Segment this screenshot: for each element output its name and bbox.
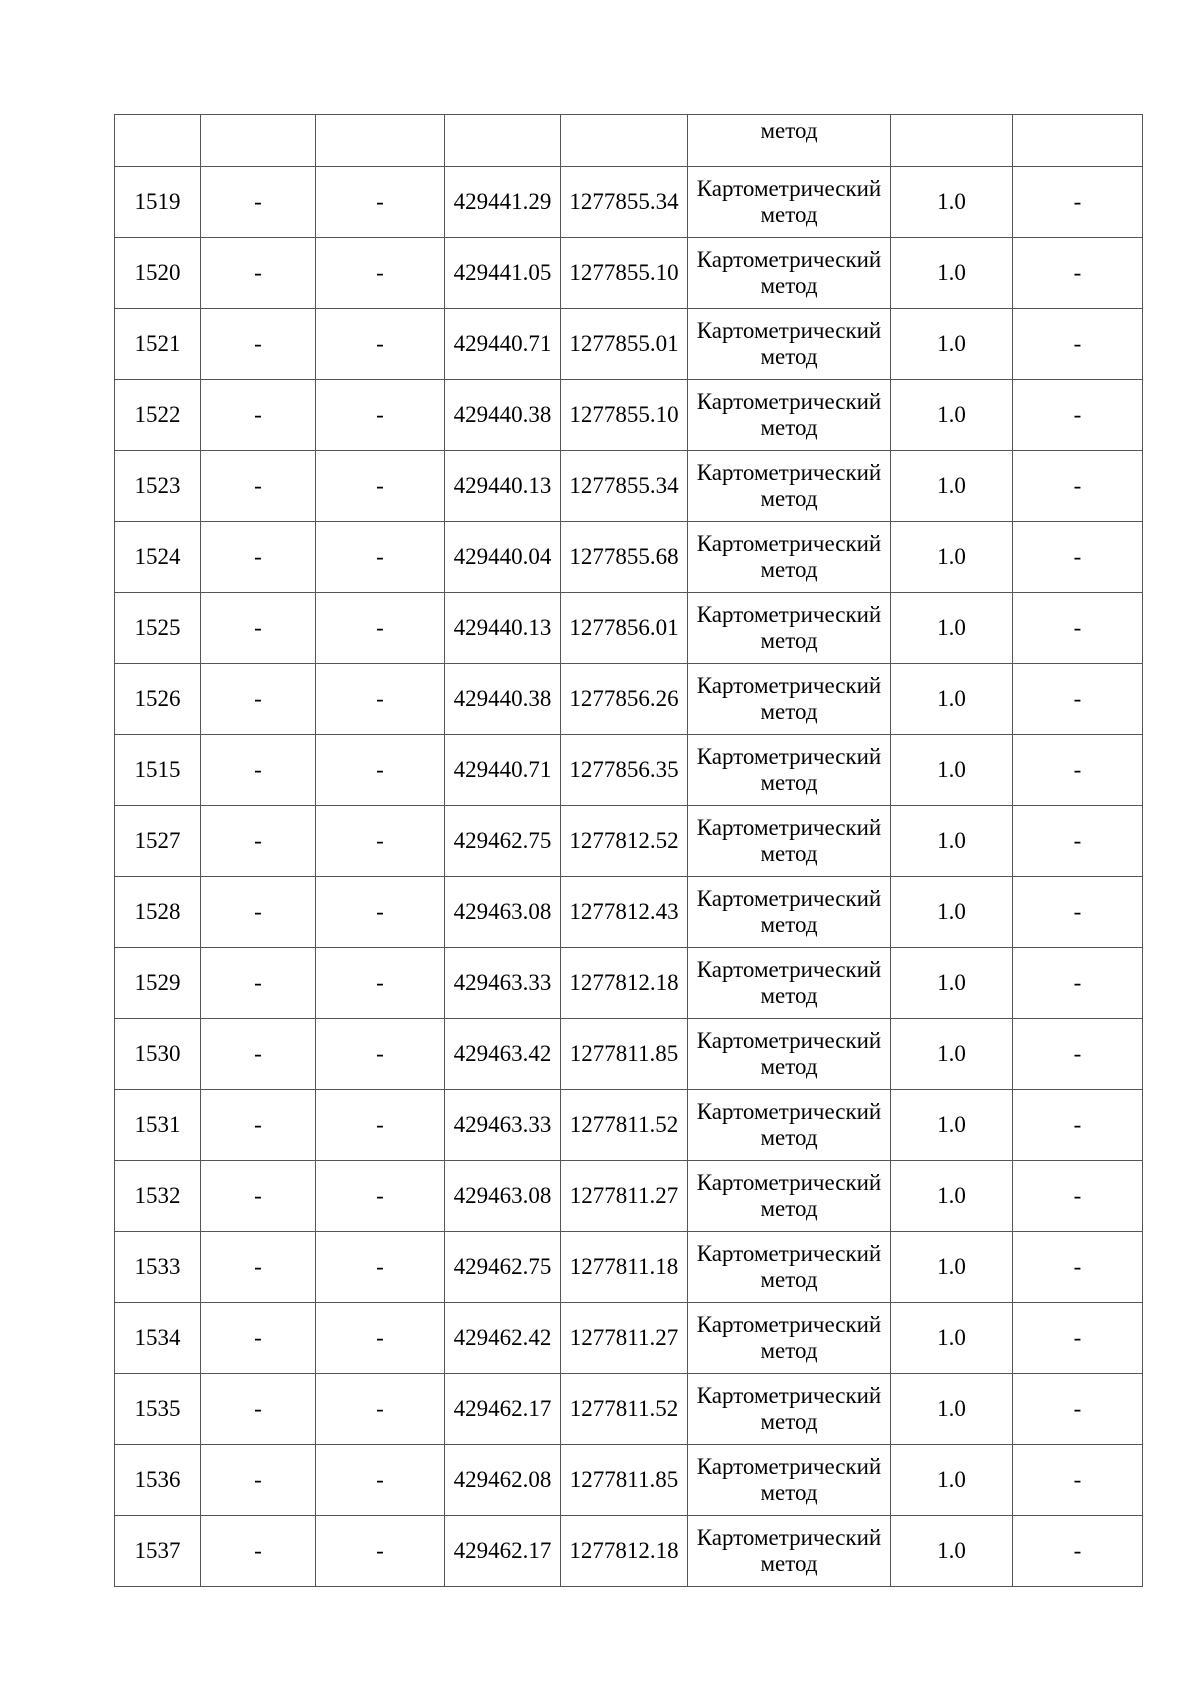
description-cell: - [1013,522,1143,593]
x-coordinate-cell: 429462.75 [445,1232,561,1303]
dash-cell: - [201,238,316,309]
accuracy-cell: 1.0 [891,1374,1013,1445]
x-coordinate-cell: 429462.17 [445,1516,561,1587]
x-coordinate-cell: 429462.17 [445,1374,561,1445]
accuracy-cell: 1.0 [891,167,1013,238]
point-number-cell: 1532 [115,1161,201,1232]
accuracy-cell: 1.0 [891,238,1013,309]
dash-cell: - [201,1232,316,1303]
dash-cell: - [316,451,445,522]
method-cell: Картометрический метод [688,806,891,877]
point-number-cell: 1522 [115,380,201,451]
accuracy-cell: 1.0 [891,1232,1013,1303]
y-coordinate-cell: 1277812.43 [561,877,688,948]
point-number-cell: 1531 [115,1090,201,1161]
x-coordinate-cell: 429463.33 [445,948,561,1019]
dash-cell: - [316,1303,445,1374]
x-coordinate-cell: 429441.05 [445,238,561,309]
y-coordinate-cell: 1277812.18 [561,1516,688,1587]
method-cell: Картометрический метод [688,1516,891,1587]
dash-cell: - [201,1445,316,1516]
dash-cell: - [201,1161,316,1232]
table-row-continued [115,115,1143,167]
y-coordinate-cell: 1277855.34 [561,451,688,522]
point-number-cell: 1525 [115,593,201,664]
accuracy-cell: 1.0 [891,664,1013,735]
table-row [115,1303,1143,1374]
method-cell: Картометрический метод [688,1090,891,1161]
table-row [115,1516,1143,1587]
x-coordinate-cell: 429463.42 [445,1019,561,1090]
accuracy-cell: 1.0 [891,1303,1013,1374]
description-cell: - [1013,1232,1143,1303]
dash-cell: - [316,1232,445,1303]
method-cell: Картометрический метод [688,877,891,948]
table-row [115,451,1143,522]
description-cell: - [1013,877,1143,948]
method-cell: Картометрический метод [688,238,891,309]
dash-cell: - [316,1161,445,1232]
dash-cell: - [316,1019,445,1090]
method-cell: Картометрический метод [688,309,891,380]
dash-cell: - [201,522,316,593]
y-coordinate-cell: 1277811.52 [561,1090,688,1161]
dash-cell: - [316,309,445,380]
table-body [115,115,1143,1587]
accuracy-cell: 1.0 [891,806,1013,877]
accuracy-cell: 1.0 [891,380,1013,451]
point-number-cell: 1530 [115,1019,201,1090]
accuracy-cell: 1.0 [891,1090,1013,1161]
table-row [115,593,1143,664]
description-cell: - [1013,451,1143,522]
point-number-cell: 1526 [115,664,201,735]
coordinates-table [114,114,1143,1587]
dash-cell: - [316,522,445,593]
dash-cell: - [201,664,316,735]
description-cell: - [1013,1303,1143,1374]
method-cell: Картометрический метод [688,1019,891,1090]
y-coordinate-cell: 1277811.85 [561,1445,688,1516]
point-number-cell: 1519 [115,167,201,238]
method-cell: Картометрический метод [688,1232,891,1303]
x-coordinate-cell: 429463.08 [445,877,561,948]
dash-cell: - [316,380,445,451]
method-cell: Картометрический метод [688,1374,891,1445]
dash-cell: - [201,1019,316,1090]
dash-cell: - [201,806,316,877]
dash-cell: - [316,735,445,806]
method-cell: метод [688,115,891,167]
description-cell: - [1013,1161,1143,1232]
table-row [115,1161,1143,1232]
method-cell: Картометрический метод [688,948,891,1019]
description-cell: - [1013,238,1143,309]
accuracy-cell: 1.0 [891,1516,1013,1587]
table-row [115,1232,1143,1303]
accuracy-cell: 1.0 [891,309,1013,380]
dash-cell: - [201,380,316,451]
dash-cell: - [201,735,316,806]
accuracy-cell: 1.0 [891,1161,1013,1232]
table-row [115,238,1143,309]
x-coordinate-cell [445,115,561,167]
dash-cell: - [316,1445,445,1516]
table-row [115,735,1143,806]
x-coordinate-cell: 429463.33 [445,1090,561,1161]
point-number-cell: 1529 [115,948,201,1019]
method-cell: Картометрический метод [688,522,891,593]
description-cell: - [1013,167,1143,238]
y-coordinate-cell: 1277856.35 [561,735,688,806]
y-coordinate-cell: 1277855.01 [561,309,688,380]
y-coordinate-cell: 1277855.10 [561,380,688,451]
table-row [115,1090,1143,1161]
method-cell: Картометрический метод [688,1445,891,1516]
table-row [115,1445,1143,1516]
dash-cell: - [201,1090,316,1161]
empty-cell [201,115,316,167]
x-coordinate-cell: 429463.08 [445,1161,561,1232]
dash-cell: - [316,877,445,948]
x-coordinate-cell: 429441.29 [445,167,561,238]
dash-cell: - [316,1516,445,1587]
y-coordinate-cell: 1277811.27 [561,1303,688,1374]
description-cell: - [1013,948,1143,1019]
accuracy-cell: 1.0 [891,593,1013,664]
dash-cell: - [316,1374,445,1445]
accuracy-cell [891,115,1013,167]
y-coordinate-cell: 1277812.52 [561,806,688,877]
y-coordinate-cell: 1277855.10 [561,238,688,309]
description-cell: - [1013,593,1143,664]
y-coordinate-cell: 1277811.52 [561,1374,688,1445]
description-cell: - [1013,1019,1143,1090]
table-row [115,664,1143,735]
point-number-cell: 1523 [115,451,201,522]
accuracy-cell: 1.0 [891,1019,1013,1090]
accuracy-cell: 1.0 [891,948,1013,1019]
dash-cell: - [201,1516,316,1587]
description-cell: - [1013,1374,1143,1445]
y-coordinate-cell: 1277856.01 [561,593,688,664]
point-number-cell: 1515 [115,735,201,806]
x-coordinate-cell: 429440.13 [445,451,561,522]
table-row [115,309,1143,380]
dash-cell: - [316,1090,445,1161]
x-coordinate-cell: 429462.75 [445,806,561,877]
empty-cell [316,115,445,167]
dash-cell: - [316,948,445,1019]
method-cell: Картометрический метод [688,1161,891,1232]
x-coordinate-cell: 429440.71 [445,735,561,806]
x-coordinate-cell: 429440.04 [445,522,561,593]
point-number-cell: 1533 [115,1232,201,1303]
table-row [115,1374,1143,1445]
table-row [115,522,1143,593]
point-number-cell: 1524 [115,522,201,593]
point-number-cell: 1528 [115,877,201,948]
method-cell: Картометрический метод [688,735,891,806]
description-cell: - [1013,806,1143,877]
x-coordinate-cell: 429440.71 [445,309,561,380]
x-coordinate-cell: 429440.13 [445,593,561,664]
y-coordinate-cell [561,115,688,167]
dash-cell: - [316,806,445,877]
method-cell: Картометрический метод [688,1303,891,1374]
dash-cell: - [201,1374,316,1445]
method-cell: Картометрический метод [688,593,891,664]
method-cell: Картометрический метод [688,664,891,735]
dash-cell: - [201,167,316,238]
dash-cell: - [316,664,445,735]
table-row [115,1019,1143,1090]
method-cell: Картометрический метод [688,167,891,238]
dash-cell: - [201,948,316,1019]
table-row [115,806,1143,877]
point-number-cell: 1527 [115,806,201,877]
y-coordinate-cell: 1277811.27 [561,1161,688,1232]
accuracy-cell: 1.0 [891,1445,1013,1516]
dash-cell: - [316,167,445,238]
point-number-cell: 1520 [115,238,201,309]
dash-cell: - [201,309,316,380]
dash-cell: - [201,1303,316,1374]
table-row [115,380,1143,451]
y-coordinate-cell: 1277856.26 [561,664,688,735]
point-number-cell: 1534 [115,1303,201,1374]
description-cell: - [1013,380,1143,451]
accuracy-cell: 1.0 [891,451,1013,522]
method-cell: Картометрический метод [688,380,891,451]
point-number-cell: 1536 [115,1445,201,1516]
x-coordinate-cell: 429440.38 [445,664,561,735]
dash-cell: - [201,877,316,948]
description-cell: - [1013,1090,1143,1161]
description-cell: - [1013,1445,1143,1516]
accuracy-cell: 1.0 [891,735,1013,806]
description-cell: - [1013,735,1143,806]
table-row [115,167,1143,238]
y-coordinate-cell: 1277855.68 [561,522,688,593]
dash-cell: - [316,238,445,309]
accuracy-cell: 1.0 [891,877,1013,948]
description-cell: - [1013,1516,1143,1587]
point-number-cell: 1537 [115,1516,201,1587]
dash-cell: - [316,593,445,664]
dash-cell: - [201,593,316,664]
description-cell: - [1013,309,1143,380]
y-coordinate-cell: 1277812.18 [561,948,688,1019]
dash-cell: - [201,451,316,522]
description-cell [1013,115,1143,167]
point-number-cell: 1521 [115,309,201,380]
table-row [115,948,1143,1019]
y-coordinate-cell: 1277811.18 [561,1232,688,1303]
x-coordinate-cell: 429462.42 [445,1303,561,1374]
point-number-cell: 1535 [115,1374,201,1445]
method-cell: Картометрический метод [688,451,891,522]
x-coordinate-cell: 429462.08 [445,1445,561,1516]
y-coordinate-cell: 1277855.34 [561,167,688,238]
y-coordinate-cell: 1277811.85 [561,1019,688,1090]
point-number-cell [115,115,201,167]
table-row [115,877,1143,948]
accuracy-cell: 1.0 [891,522,1013,593]
description-cell: - [1013,664,1143,735]
x-coordinate-cell: 429440.38 [445,380,561,451]
